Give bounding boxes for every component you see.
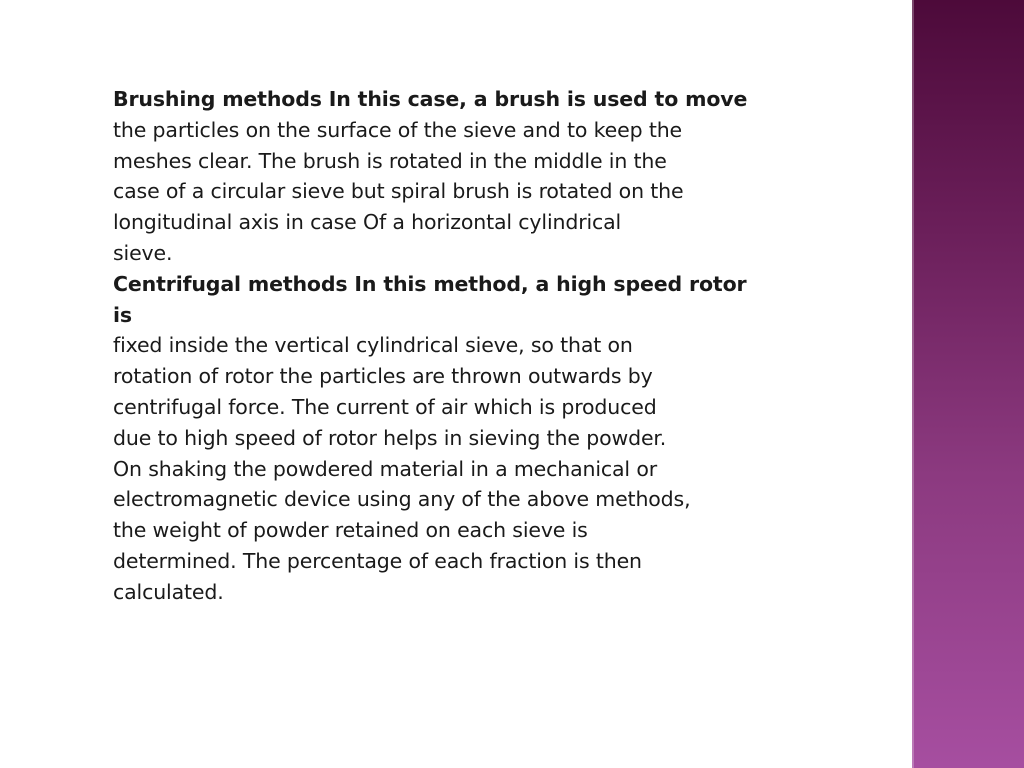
text-line: meshes clear. The brush is rotated in the middle in the <box>113 148 667 173</box>
heading-centrifugal-methods-cont: is <box>113 302 132 327</box>
text-line: fixed inside the vertical cylindrical sieve, so that on <box>113 333 633 358</box>
text-line: On shaking the powdered material in a mechanical or <box>113 456 658 481</box>
text-line: rotation of rotor the particles are thrown outwards by <box>113 364 653 389</box>
text-line: centrifugal force. The current of air which is produced <box>113 394 657 419</box>
text-line: calculated. <box>113 579 224 604</box>
text-line: the particles on the surface of the sieve and to keep the <box>113 117 683 142</box>
text-line: case of a circular sieve but spiral brush is rotated on the <box>113 179 684 204</box>
text-line: determined. The percentage of each fraction is then <box>113 548 642 573</box>
slide-body-text <box>113 84 793 608</box>
text-line: longitudinal axis in case Of a horizontal cylindrical <box>113 210 622 235</box>
text-line: electromagnetic device using any of the above methods, <box>113 487 691 512</box>
heading-centrifugal-methods: Centrifugal methods In this method, a high speed rotor <box>113 271 747 296</box>
decorative-side-band <box>912 0 1024 768</box>
text-line: due to high speed of rotor helps in sieving the powder. <box>113 425 667 450</box>
text-line: the weight of powder retained on each sieve is <box>113 518 588 543</box>
side-band-edge <box>912 0 914 768</box>
heading-brushing-methods: Brushing methods In this case, a brush is used to move <box>113 87 748 111</box>
text-line: sieve. <box>113 240 173 265</box>
